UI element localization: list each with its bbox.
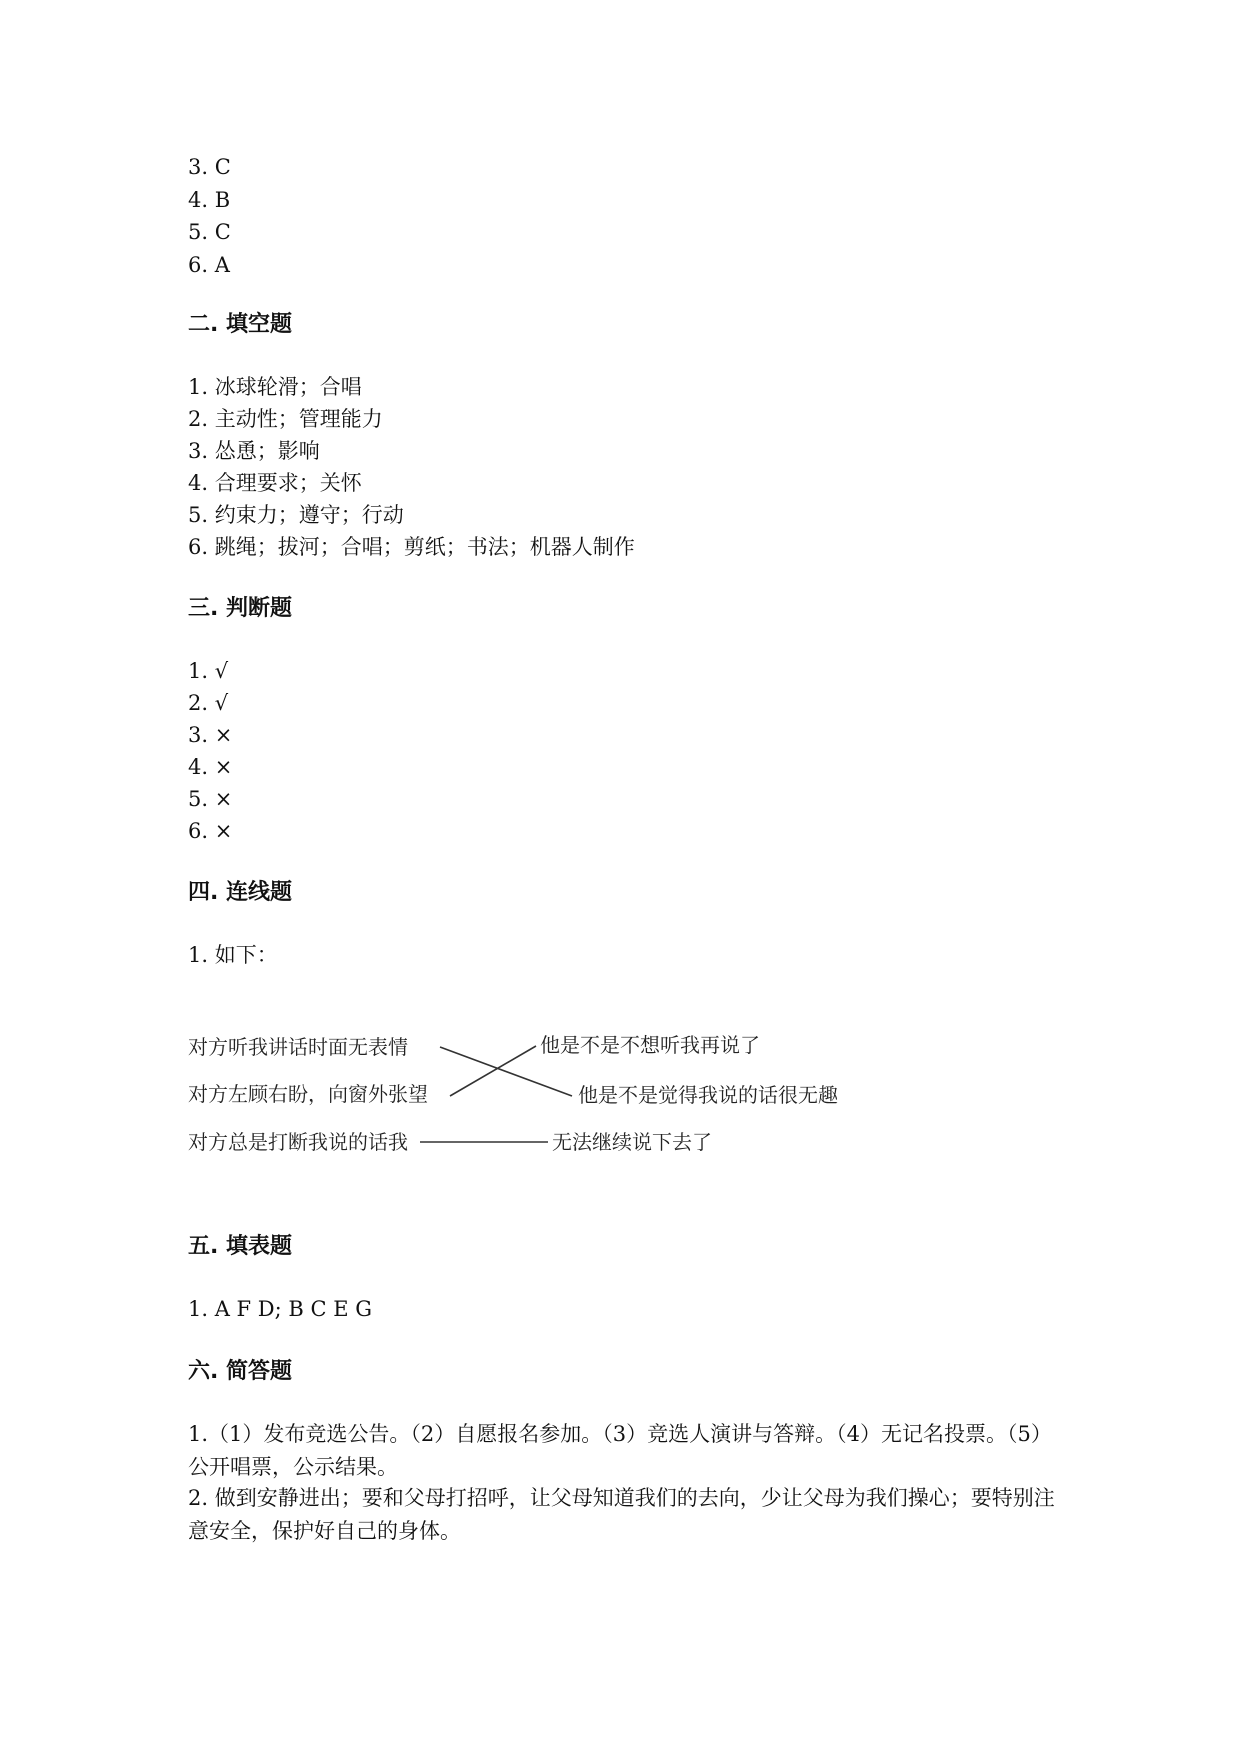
s1-answer-3: 3. C (188, 155, 231, 179)
match-right-1: 他是不是不想听我再说了 (540, 1033, 760, 1057)
s3-answer-1: 1. √ (188, 659, 229, 683)
s3-answer-6: 6. × (188, 819, 233, 843)
s2-answer-3: 3. 怂恿；影响 (188, 439, 320, 463)
section3-heading: 三. 判断题 (188, 596, 293, 621)
s3-answer-5: 5. × (188, 787, 233, 811)
matching-diagram (180, 1028, 880, 1178)
s3-answer-2: 2. √ (188, 691, 229, 715)
s2-answer-1: 1. 冰球轮滑；合唱 (188, 375, 362, 399)
s1-answer-5: 5. C (188, 220, 231, 244)
match-left-1: 对方听我讲话时面无表情 (188, 1035, 408, 1059)
match-left-3: 对方总是打断我说的话我 (188, 1130, 408, 1154)
s2-answer-5: 5. 约束力；遵守；行动 (188, 503, 404, 527)
section5-heading: 五. 填表题 (188, 1234, 293, 1259)
match-connector-lines (180, 1028, 880, 1178)
section4-heading: 四. 连线题 (188, 880, 293, 905)
s3-answer-3: 3. × (188, 723, 233, 747)
s6-answer-1: 1.（1）发布竞选公告。（2）自愿报名参加。（3）竞选人演讲与答辩。（4）无记名投票。（5）公开唱票，公示结果。 (188, 1422, 1052, 1479)
match-right-3: 无法继续说下去了 (552, 1130, 712, 1154)
s1-answer-6: 6. A (188, 253, 230, 277)
s6-answer-2: 2. 做到安静进出；要和父母打招呼，让父母知道我们的去向，少让父母为我们操心；要特别注意安全，保护好自己的身体。 (188, 1486, 1055, 1543)
s2-answer-4: 4. 合理要求；关怀 (188, 471, 362, 495)
s2-answer-6: 6. 跳绳；拔河；合唱；剪纸；书法；机器人制作 (188, 535, 635, 559)
s1-answer-4: 4. B (188, 188, 231, 212)
connector-left2-right1 (450, 1046, 536, 1096)
s2-answer-2: 2. 主动性；管理能力 (188, 407, 383, 431)
match-right-2: 他是不是觉得我说的话很无趣 (578, 1083, 838, 1107)
connector-left1-right2 (440, 1047, 572, 1096)
section2-heading: 二. 填空题 (188, 312, 293, 337)
section6-heading: 六. 简答题 (188, 1359, 293, 1384)
match-left-2: 对方左顾右盼，向窗外张望 (188, 1082, 428, 1106)
s5-answer: 1. A F D; B C E G (188, 1297, 373, 1321)
s3-answer-4: 4. × (188, 755, 233, 779)
s4-intro: 1. 如下： (188, 943, 278, 967)
